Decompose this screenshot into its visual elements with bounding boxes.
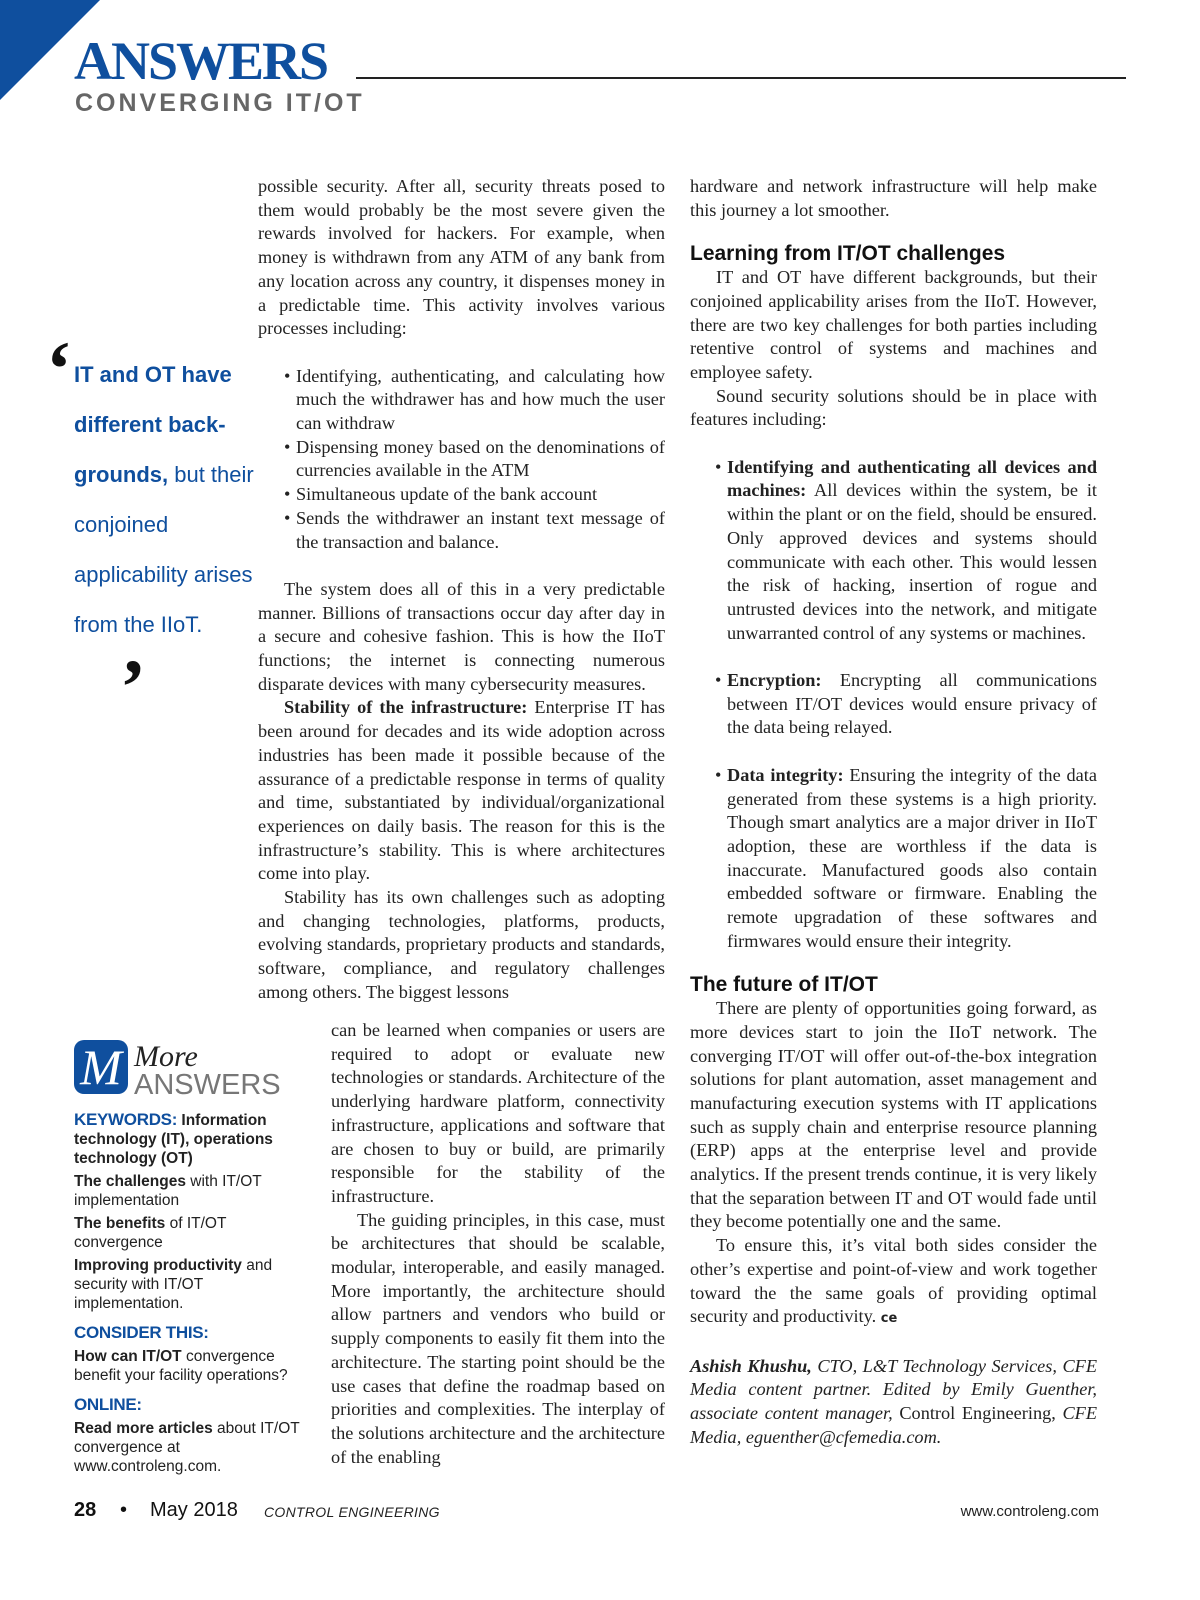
consider-bold: How can IT/OT bbox=[74, 1348, 182, 1365]
author-byline bbox=[690, 1355, 1097, 1450]
col3-para-4 bbox=[690, 1234, 1097, 1331]
open-quote-icon: ‘ bbox=[46, 325, 72, 412]
article-column-1 bbox=[258, 175, 665, 1005]
col3-para-1: IT and OT have different backgrounds, but their conjoined applicability arises from the IIoT. However, there are two key challenges for both parties including retentive control of systems and machines and employee safety. bbox=[690, 267, 1097, 382]
online-heading bbox=[74, 1395, 314, 1415]
heading-future-it-ot: The future of IT/OT bbox=[690, 973, 878, 997]
pull-quote-rest: but their conjoined applicability arises from the IIoT. bbox=[74, 462, 254, 637]
issue-date: May 2018 bbox=[150, 1499, 238, 1521]
more-answers-logo: M bbox=[74, 1040, 128, 1094]
list-item bbox=[690, 764, 1097, 954]
sidebar-item bbox=[74, 1172, 314, 1210]
article-column-3 bbox=[690, 175, 1097, 1450]
article-column-2 bbox=[331, 1019, 665, 1469]
col3-intro: hardware and network infrastructure will help make this journey a lot smoother. bbox=[690, 176, 1097, 220]
col2-para-2: The guiding principles, in this case, must be architectures that should be scalable, modular, interoperable, and easily managed. More importantly, the architecture should allow partners and vendors who build or supply components to easily fit them into the architecture. The starting point should be the use cases that define the roadmap based on priorities and complexities. The interplay of the solutions architecture and the architecture of the enabling bbox=[331, 1209, 665, 1467]
keywords-label: KEYWORDS: bbox=[74, 1110, 178, 1129]
online-text bbox=[74, 1419, 314, 1476]
publication-name: CONTROL ENGINEERING bbox=[264, 1504, 440, 1520]
sidebar-item-rest: of IT/OT convergence bbox=[74, 1215, 227, 1251]
keywords-text: Information technology (IT), operations technology (OT) bbox=[74, 1112, 273, 1167]
atm-process-list bbox=[258, 365, 665, 555]
heading-learning-challenges: Learning from IT/OT challenges bbox=[690, 242, 1006, 266]
more-answers-sidebar bbox=[74, 1110, 314, 1476]
list-item: • Simultaneous update of the bank account bbox=[258, 483, 665, 507]
list-item: • Identifying, authenticating, and calculating how much the withdrawer has and how much the user can withdraw bbox=[258, 365, 665, 436]
publication-url[interactable]: www.controleng.com bbox=[960, 1503, 1099, 1520]
consider-rest: convergence benefit your facility operations? bbox=[74, 1348, 288, 1384]
col3-para-3: There are plenty of opportunities going forward, as more devices start to join the IIoT network. The converging IT/OT will offer out-of-the-box integration solutions for plant automation, asset management and manufacturing execution systems with IT applications such as supply chain and enterprise resource planning (ERP) apps at the enterprise level and provide analytics. If the present trends continue, it is very likely that the separation between IT and OT would fade until they become potentially one and the same. bbox=[690, 998, 1097, 1232]
col1-intro: possible security. After all, security threats posed to them would probably be the most severe given the rewards involved for hackers. For example, when money is withdrawn from any ATM of any bank from any location across any country, it dispenses money in a predictable time. This activity involves various processes including: bbox=[258, 176, 665, 339]
section-subtitle: CONVERGING IT/OT bbox=[75, 89, 365, 117]
author-name: Ashish Khushu, bbox=[690, 1355, 812, 1376]
online-bold: Read more articles bbox=[74, 1420, 213, 1437]
byline-part-1: CTO, L&T Technology Services, CFE Media content partner. Edited by Emily Guenther, associate content manager, bbox=[690, 1355, 1098, 1424]
col1-para-2 bbox=[258, 696, 665, 886]
list-item bbox=[690, 669, 1097, 740]
list-item-lead: Data integrity: bbox=[727, 764, 844, 785]
more-answers-title: More bbox=[134, 1040, 198, 1073]
col3-para-4-text: To ensure this, it’s vital both sides consider the other’s expertise and point-of-view and work together toward the the same goals of providing optimal security and productivity. bbox=[690, 1235, 1097, 1327]
footer-bullet: • bbox=[120, 1499, 128, 1521]
page-number: 28 bbox=[74, 1499, 97, 1521]
col3-para-2: Sound security solutions should be in place with features including: bbox=[690, 385, 1097, 430]
end-mark: ce bbox=[880, 1311, 898, 1327]
online-rest: about IT/OT convergence at www.controleng.com. bbox=[74, 1420, 300, 1475]
sidebar-item-bold: The benefits bbox=[74, 1215, 166, 1232]
byline-part-3: CFE Media, eguenther@cfemedia.com. bbox=[690, 1403, 1097, 1447]
consider-text bbox=[74, 1347, 314, 1385]
online-label: ONLINE: bbox=[74, 1395, 142, 1414]
list-item-text: Ensuring the integrity of the data generated from these systems is a high priority. Though smart analytics are a major driver in IIoT adoption, these are worthless if the data is inaccurate. Manufactured goods also contain embedded software or firmware. Enabling the remote upgradation of these softwares and firmwares would ensure their integrity. bbox=[727, 764, 1097, 951]
col1-para-2-lead: Stability of the infrastructure: bbox=[284, 697, 528, 718]
sidebar-item-bold: Improving productivity bbox=[74, 1257, 242, 1274]
byline-publication: Control Engineering, bbox=[892, 1403, 1056, 1424]
more-answers-subtitle: ANSWERS bbox=[134, 1069, 281, 1101]
list-item-lead: Encryption: bbox=[727, 670, 822, 691]
sidebar-item-bold: The challenges bbox=[74, 1173, 186, 1190]
list-item-text: Encrypting all communications between IT/OT devices would ensure privacy of the data being relayed. bbox=[727, 670, 1097, 738]
list-item bbox=[690, 456, 1097, 646]
sidebar-item bbox=[74, 1214, 314, 1252]
col1-para-3: Stability has its own challenges such as adopting and changing technologies, platforms, products, evolving standards, proprietary products and standards, software, compliance, and regulatory challenges among others. The biggest lessons bbox=[258, 887, 665, 1002]
security-features-list bbox=[690, 456, 1097, 954]
close-quote-icon: ’ bbox=[120, 643, 146, 730]
title-rule bbox=[356, 77, 1126, 79]
sidebar-item-rest: and security with IT/OT implementation. bbox=[74, 1257, 273, 1312]
consider-label: CONSIDER THIS: bbox=[74, 1323, 209, 1342]
list-item: • Sends the withdrawer an instant text message of the transaction and balance. bbox=[258, 507, 665, 554]
col1-para-1: The system does all of this in a very predictable manner. Billions of transactions occur day after day in a secure and cohesive fashion. This is how the IIoT functions; the internet is connecting numerous disparate devices with many cybersecurity measures. bbox=[258, 578, 665, 694]
col1-para-2-text: Enterprise IT has been around for decades and its wide adoption across industries has been made it possible because of the assurance of a predictable response in terms of quality and time, substantiated by individual/organizational experiences on daily basis. The reason for this is the infrastructure’s stability. This is where architectures come into play. bbox=[258, 697, 665, 884]
list-item-text: All devices within the system, be it within the plant or on the field, should be ensured. Only approved devices and systems should communicate with each other. This would lessen the risk of hacking, insertion of rogue and untrusted devices into the network, and mitigate unwarranted control of any systems or machines. bbox=[727, 480, 1097, 643]
sidebar-item bbox=[74, 1256, 314, 1313]
list-item: • Dispensing money based on the denominations of currencies available in the ATM bbox=[258, 436, 665, 483]
pull-quote-strong: IT and OT have different back-grounds, bbox=[74, 362, 232, 487]
list-item-lead: Identifying and authenticating all devices and machines: bbox=[727, 456, 1097, 501]
keywords bbox=[74, 1110, 314, 1168]
consider-heading bbox=[74, 1323, 314, 1343]
col2-para-1: can be learned when companies or users are required to adopt or evaluate new technologies or standards. Architecture of the underlying hardware platform, connectivity infrastructure, applications and software that are chosen to buy or build, are primarily responsible for the stability of the infrastructure. bbox=[331, 1020, 665, 1206]
sidebar-item-rest: with IT/OT implementation bbox=[74, 1173, 262, 1209]
section-title: ANSWERS bbox=[74, 31, 328, 91]
pull-quote bbox=[74, 350, 264, 650]
